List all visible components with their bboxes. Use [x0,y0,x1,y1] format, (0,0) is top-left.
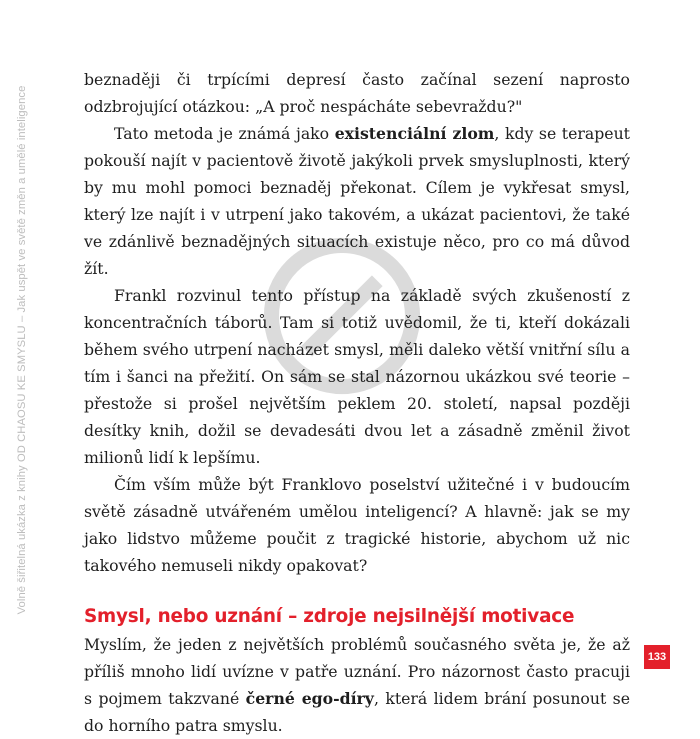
paragraph-2 [84,120,630,282]
section-heading: Smysl, nebo uznání – zdroje nejsilnější motivace [84,606,575,627]
page-body [84,66,630,739]
term-existential-break: existenciální zlom [334,124,495,143]
section-paragraph-text-a: Myslím, že jeden z největších problémů současného světa je, že až příliš mnoho lidí uvízne v patře uznání. Pro názornost často pracuji s pojmem takzvané [84,635,630,708]
paragraph-3: Frankl rozvinul tento přístup na základě svých zkušeností z koncentračních táborů. Tam si totiž uvědomil, že ti, kteří dokázali během svého utrpení nacházet smysl, měli daleko větší vnitřní sílu a tím i šanci na přežití. On sám se stal názornou ukázkou své teorie – přestože si prošel největším peklem 20. století, napsal později desítky knih, dožil se devadesáti dvou let a zásadně změnil život milionů lidí k lepšímu. [84,286,630,467]
section-paragraph-text-b: , která lidem brání posunout se do horního patra smyslu. [84,689,630,735]
page-number: 133 [644,645,670,669]
section-paragraph-1 [84,631,630,739]
paragraph-2-text-a: Tato metoda je známá jako [114,124,335,143]
term-black-ego-hole: černé ego-díry [245,689,374,708]
paragraph-2-text-b: , kdy se terapeut pokouší najít v pacientově životě jakýkoli prvek smysluplnosti, který by mu mohl pomoci beznaděj překonat. Cílem je vykřesat smysl, který lze najít i v utrpení jako takovém, a ukázat pacientovi, že také ve zdánlivě beznadějných situacích existuje něco, pro co má důvod žít. [84,124,630,278]
paragraph-4: Čím vším může být Franklovo poselství užitečné i v budoucím světě zásadně utvářeném umělou inteligencí? A hlavně: jak se my jako lidstvo můžeme poučit z tragické historie, abychom už nic takového nemuseli nikdy opakovat? [84,475,630,575]
paragraph-1: beznaději či trpícími depresí často začínal sezení naprosto odzbrojující otázkou: „A proč nespácháte sebevraždu?" [84,70,630,116]
sample-disclaimer: Volně šiřitelná ukázka z knihy OD CHAOSU KE SMYSLU – Jak uspět ve světě změn a umělé inteligence [16,85,28,615]
